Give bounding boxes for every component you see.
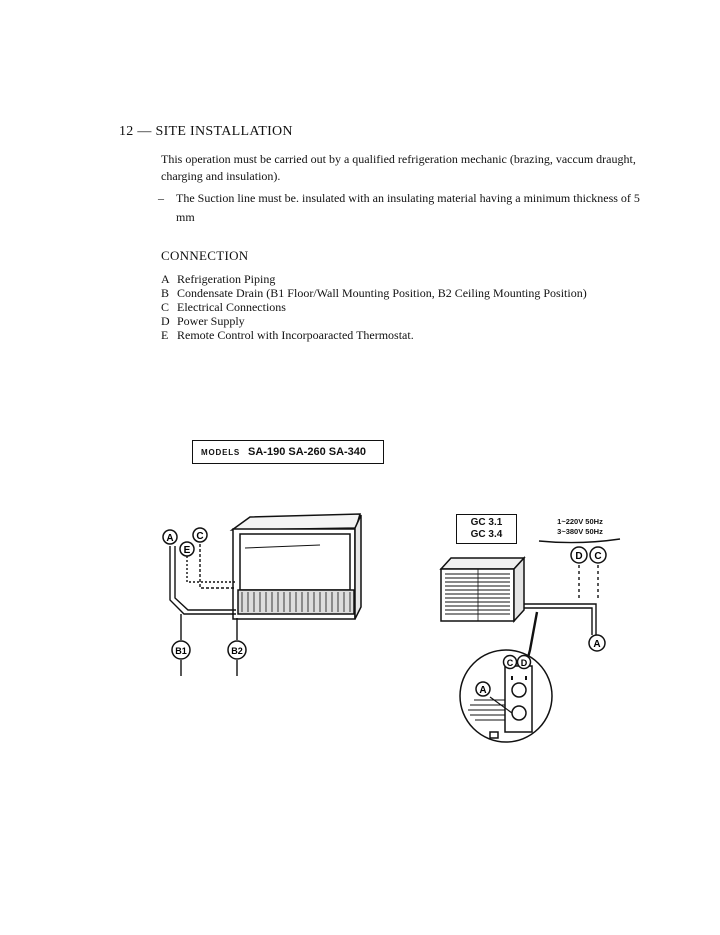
callout-c-label: C: [594, 551, 602, 562]
callout-c-outdoor: [590, 547, 606, 563]
outdoor-piping: [522, 539, 620, 680]
callout-b1-label: B1: [175, 646, 187, 656]
callout-b2-label: B2: [231, 646, 243, 656]
inset-callout-d: [518, 656, 531, 669]
bullet-text: The Suction line must be. insulated with an insulating material having a minimum thickness of 5 mm: [176, 191, 640, 224]
voltage-single-phase: 1~220V 50Hz: [557, 517, 603, 526]
voltage-label: [539, 517, 621, 537]
callout-d-label: D: [575, 551, 583, 562]
callout-e-label: E: [183, 545, 191, 556]
gc-model-box: [456, 514, 517, 544]
voltage-three-phase: 3~380V 50Hz: [557, 527, 603, 536]
indoor-unit-illustration: [232, 514, 361, 619]
callout-a-indoor: [163, 530, 177, 544]
connection-title: CONNECTION: [161, 248, 249, 263]
intro-paragraph: This operation must be carried out by a qualified refrigeration mechanic (brazing, vaccum draught, charging and insulation).: [161, 152, 636, 183]
inset-callout-c-label: C: [506, 658, 514, 668]
connection-label: Electrical Connections: [177, 300, 286, 314]
callout-c-indoor: [193, 528, 207, 542]
callout-b1: [172, 641, 190, 659]
connection-label: Power Supply: [177, 314, 245, 328]
inset-callout-a-label: A: [479, 685, 487, 696]
connection-key: B: [161, 286, 170, 300]
callout-a-label: A: [593, 639, 601, 650]
models-label: MODELS: [201, 447, 241, 457]
connection-label: Condensate Drain (B1 Floor/Wall Mounting Position, B2 Ceiling Mounting Position): [177, 286, 587, 300]
callout-c-label: C: [196, 531, 204, 542]
bullet-dash: –: [158, 191, 164, 205]
section-heading: 12 — SITE INSTALLATION: [119, 124, 293, 139]
callout-d-outdoor: [571, 547, 587, 563]
connection-key: C: [161, 300, 170, 314]
connection-label: Remote Control with Incorpoaracted Thermostat.: [177, 328, 414, 342]
gc-model-1: GC 3.1: [470, 517, 503, 528]
models-list: SA-190 SA-260 SA-340: [248, 446, 367, 458]
connection-label: Refrigeration Piping: [177, 272, 276, 286]
callout-a-outdoor: [589, 635, 605, 651]
connection-key: A: [161, 272, 170, 286]
callout-b2: [228, 641, 246, 659]
gc-model-2: GC 3.4: [470, 529, 503, 540]
connection-key: E: [161, 328, 169, 342]
callout-e-indoor: [180, 542, 194, 556]
inset-callout-c: [504, 656, 517, 669]
callout-a-label: A: [166, 533, 174, 544]
inset-callout-a: [476, 682, 490, 696]
connection-key: D: [161, 314, 170, 328]
outdoor-unit-illustration: [441, 558, 524, 621]
inset-callout-d-label: D: [520, 658, 528, 668]
